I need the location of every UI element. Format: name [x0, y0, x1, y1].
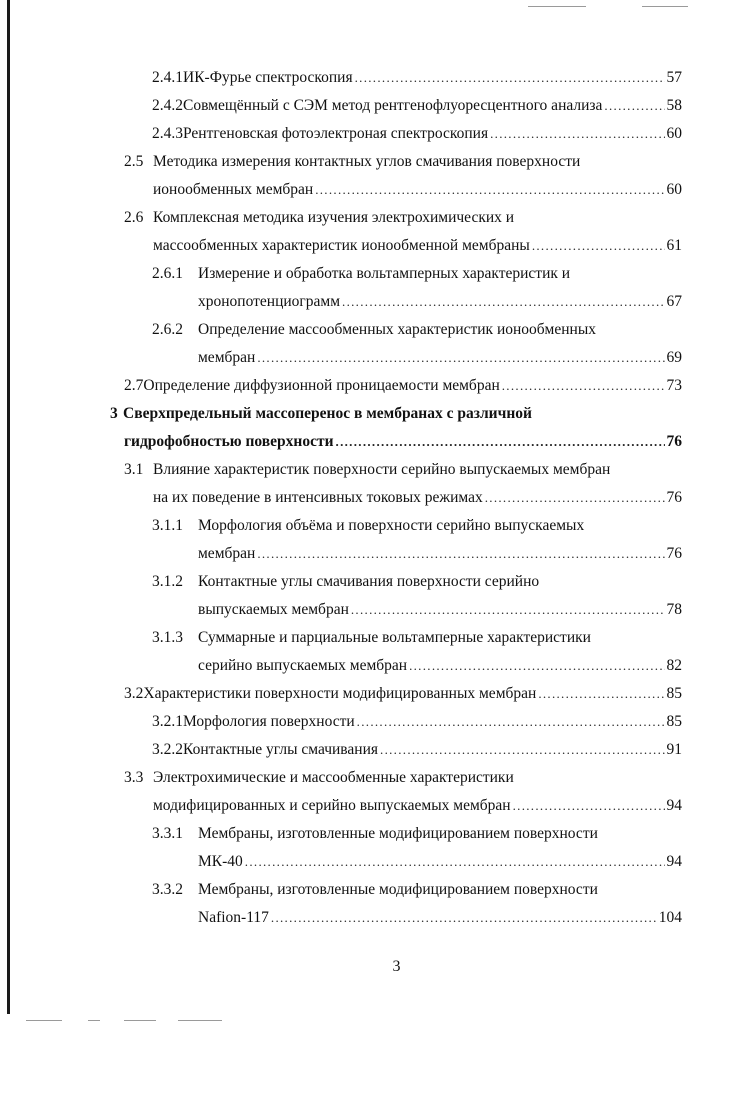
- scan-mark-bottom-1: [26, 1020, 62, 1021]
- toc-title: Сверхпредельный массоперенос в мембранах с различной: [123, 405, 532, 422]
- toc-number: 3: [110, 405, 118, 422]
- toc-entry-2-5[interactable]: [124, 152, 582, 172]
- toc-title: массообменных характеристик ионообменной мембраны: [153, 237, 530, 254]
- toc-page: 60: [666, 181, 682, 198]
- toc-page: 104: [658, 909, 682, 926]
- toc-entry-3-3[interactable]: [124, 768, 516, 788]
- toc-number: 3.3.2: [152, 881, 183, 898]
- toc-page: 76: [666, 433, 682, 450]
- toc-number: 2.4.2: [152, 97, 183, 114]
- toc-leader: [245, 852, 665, 872]
- toc-title: Методика измерения контактных углов смачивания поверхности: [153, 153, 581, 170]
- toc-entry-3-1-1-cont[interactable]: [198, 544, 682, 564]
- toc-title: Совмещённый с СЭМ метод рентгенофлуоресцентного анализа: [183, 97, 603, 114]
- toc-title: Морфология объёма и поверхности серийно выпускаемых: [198, 517, 585, 534]
- toc-page: 76: [666, 489, 682, 506]
- scan-mark-bottom-3: [124, 1020, 156, 1021]
- toc-leader: [271, 908, 657, 928]
- toc-entry-3-2[interactable]: [124, 684, 682, 704]
- toc-page: 69: [666, 349, 682, 366]
- toc-entry-2-4-1[interactable]: [152, 68, 682, 88]
- toc-page: 91: [666, 741, 682, 758]
- toc-title: Мембраны, изготовленные модифицированием поверхности: [198, 881, 598, 898]
- toc-number: 3.1.3: [152, 629, 183, 646]
- toc-leader: [336, 432, 665, 452]
- toc-page: 78: [666, 601, 682, 618]
- toc-title: Электрохимические и массообменные характеристики: [153, 769, 514, 786]
- toc-entry-3-2-1[interactable]: [152, 712, 682, 732]
- toc-number: 3.3: [124, 769, 144, 786]
- toc-page: 58: [666, 97, 682, 114]
- toc-entry-3-3-2[interactable]: [152, 880, 600, 900]
- toc-title: ИК-Фурье спектроскопия: [183, 69, 353, 86]
- toc-page: 67: [666, 293, 682, 310]
- toc-entry-3-2-2[interactable]: [152, 740, 682, 760]
- toc-leader: [342, 292, 664, 312]
- toc-entry-3-3-1-cont[interactable]: [198, 852, 682, 872]
- toc-number: 3.1.2: [152, 573, 183, 590]
- page-number: 3: [392, 958, 401, 975]
- toc-leader: [380, 740, 664, 760]
- toc-number: 2.7: [124, 377, 144, 394]
- toc-page: 76: [666, 545, 682, 562]
- toc-leader: [357, 712, 665, 732]
- toc-entry-3-1-2[interactable]: [152, 572, 541, 592]
- toc-page: 73: [666, 377, 682, 394]
- toc-title: Влияние характеристик поверхности серийно выпускаемых мембран: [153, 461, 611, 478]
- toc-number: 3.2.1: [152, 713, 183, 730]
- toc-page: 61: [666, 237, 682, 254]
- toc-entry-2-6-cont[interactable]: [153, 236, 682, 256]
- toc-entry-3-1-1[interactable]: [152, 516, 586, 536]
- toc-title: мембран: [198, 545, 256, 562]
- toc-page: 82: [666, 657, 682, 674]
- toc-title: серийно выпускаемых мембран: [198, 657, 408, 674]
- toc-title: хронопотенциограмм: [198, 293, 341, 310]
- toc-leader: [490, 124, 664, 144]
- toc-entry-2-5-cont[interactable]: [153, 180, 682, 200]
- toc-entry-2-4-3[interactable]: [152, 124, 682, 144]
- toc-chapter-3[interactable]: [110, 404, 534, 424]
- toc-title: мембран: [198, 349, 256, 366]
- toc-leader: [257, 348, 664, 368]
- toc-entry-2-7[interactable]: [124, 376, 682, 396]
- toc-title: Мембраны, изготовленные модифицированием поверхности: [198, 825, 598, 842]
- toc-entry-3-1-3-cont[interactable]: [198, 656, 682, 676]
- toc-page: 85: [666, 685, 682, 702]
- toc-entry-2-6-1-cont[interactable]: [198, 292, 682, 312]
- toc-title: выпускаемых мембран: [198, 601, 349, 618]
- toc-number: 3.3.1: [152, 825, 183, 842]
- toc-page: 85: [666, 713, 682, 730]
- toc-title: Морфология поверхности: [183, 713, 355, 730]
- toc-number: 2.5: [124, 153, 144, 170]
- toc-entry-3-1-2-cont[interactable]: [198, 600, 682, 620]
- toc-number: 3.1.1: [152, 517, 183, 534]
- toc-page: 57: [666, 69, 682, 86]
- toc-leader: [315, 180, 664, 200]
- toc-leader: [355, 68, 665, 88]
- toc-entry-2-6-2[interactable]: [152, 320, 598, 340]
- toc-number: 2.6: [124, 209, 144, 226]
- toc-leader: [538, 684, 664, 704]
- toc-leader: [532, 236, 665, 256]
- toc-entry-2-6[interactable]: [124, 208, 516, 228]
- toc-number: 3.1: [124, 461, 144, 478]
- toc-leader: [409, 656, 664, 676]
- toc-chapter-3-cont[interactable]: [124, 432, 682, 452]
- toc-title: Контактные углы смачивания: [183, 741, 379, 758]
- toc-leader: [485, 488, 665, 508]
- toc-leader: [513, 796, 665, 816]
- toc-entry-2-4-2[interactable]: [152, 96, 682, 116]
- toc-entry-3-1-cont[interactable]: [153, 488, 682, 508]
- toc-entry-3-1-3[interactable]: [152, 628, 593, 648]
- toc-entry-2-6-1[interactable]: [152, 264, 572, 284]
- toc-title: Суммарные и парциальные вольтамперные характеристики: [198, 629, 591, 646]
- scan-mark-bottom-4: [178, 1020, 222, 1021]
- toc-entry-2-6-2-cont[interactable]: [198, 348, 682, 368]
- toc-entry-3-3-cont[interactable]: [153, 796, 682, 816]
- toc-title: ионообменных мембран: [153, 181, 314, 198]
- toc-page: 94: [666, 853, 682, 870]
- toc-title: Контактные углы смачивания поверхности серийно: [198, 573, 540, 590]
- toc-page: 60: [666, 125, 682, 142]
- toc-title: Измерение и обработка вольтамперных характеристик и: [198, 265, 571, 282]
- toc-leader: [257, 544, 664, 564]
- scan-mark-top-1: [528, 6, 586, 7]
- toc-title: модифицированных и серийно выпускаемых мембран: [153, 797, 511, 814]
- toc-entry-3-3-1[interactable]: [152, 824, 600, 844]
- toc-leader: [351, 600, 665, 620]
- toc-entry-3-3-2-cont[interactable]: [198, 908, 682, 928]
- scan-mark-bottom-2: [88, 1020, 100, 1021]
- toc-title: Определение диффузионной проницаемости мембран: [143, 377, 500, 394]
- toc-title: Характеристики поверхности модифицированных мембран: [143, 685, 537, 702]
- scan-mark-top-2: [642, 6, 688, 7]
- toc-number: 2.6.2: [152, 321, 183, 338]
- toc-page: 94: [666, 797, 682, 814]
- toc-title: Определение массообменных характеристик ионообменных: [198, 321, 596, 338]
- toc-title: на их поведение в интенсивных токовых режимах: [153, 489, 483, 506]
- scan-edge-bar: [7, 0, 10, 1014]
- toc-number: 2.6.1: [152, 265, 183, 282]
- toc-title: Nafion-117: [198, 909, 269, 926]
- toc-number: 2.4.1: [152, 69, 183, 86]
- toc-number: 3.2.2: [152, 741, 183, 758]
- toc-title: гидрофобностью поверхности: [124, 433, 334, 450]
- toc-title: Комплексная методика изучения электрохимических и: [153, 209, 515, 226]
- toc-title: Рентгеновская фотоэлектроная спектроскопия: [183, 125, 489, 142]
- toc-title: МК-40: [198, 853, 243, 870]
- toc-number: 3.2: [124, 685, 144, 702]
- toc-number: 2.4.3: [152, 125, 183, 142]
- toc-entry-3-1[interactable]: [124, 460, 612, 480]
- toc-leader: [502, 376, 665, 396]
- toc-leader: [604, 96, 664, 116]
